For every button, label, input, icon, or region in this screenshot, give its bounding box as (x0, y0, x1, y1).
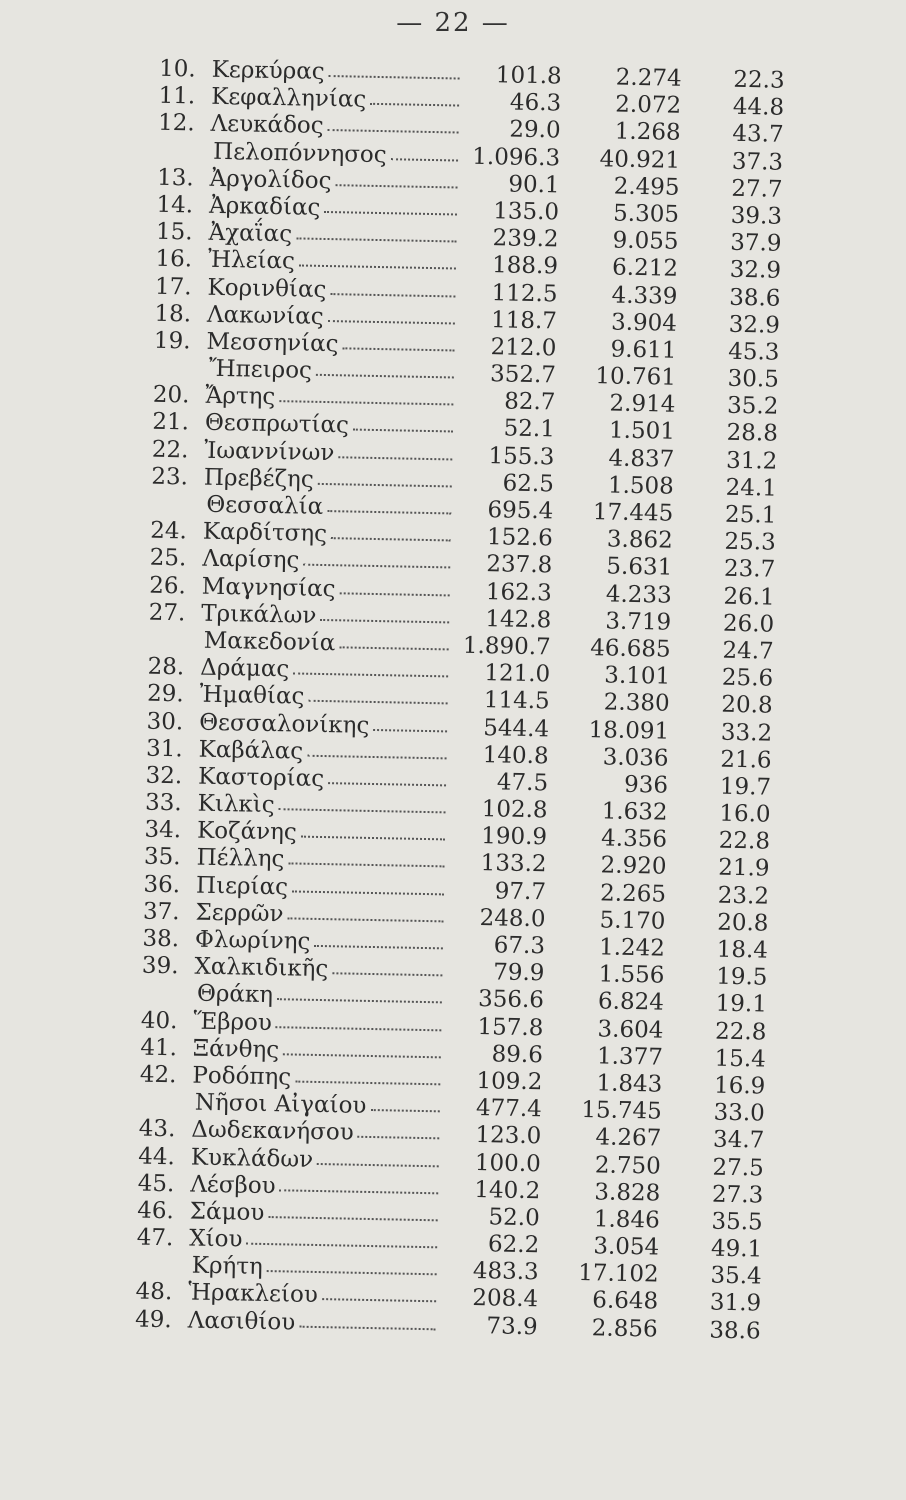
value-col-3: 23.2 (717, 882, 770, 910)
value-col-3: 33.2 (720, 719, 773, 747)
value-col-3: 27.7 (731, 175, 783, 203)
value-col-3: 16.0 (719, 800, 771, 828)
value-col-2: 1.556 (598, 961, 665, 989)
area-name: Μεσσηνίας (206, 328, 339, 358)
value-col-1: 157.8 (477, 1013, 544, 1041)
area-name: Σάμου (189, 1198, 265, 1226)
row-number: 44. (138, 1143, 176, 1170)
value-col-3: 34.7 (712, 1126, 765, 1154)
value-col-2: 3.828 (594, 1179, 661, 1207)
row-number (117, 1251, 173, 1252)
value-col-1: 109.2 (476, 1067, 543, 1096)
value-col-2: 1.268 (614, 118, 681, 147)
row-number: 20. (152, 381, 190, 409)
row-number: 15. (155, 218, 193, 246)
value-col-1: 140.8 (482, 741, 549, 770)
value-col-1: 52.0 (488, 1204, 540, 1232)
row-number: 30. (146, 708, 184, 735)
value-col-2: 1.843 (596, 1070, 663, 1098)
value-col-3: 20.8 (721, 691, 773, 719)
value-col-3: 35.2 (726, 392, 779, 420)
area-name: Ἀχαΐας (208, 219, 293, 248)
row-number: 29. (146, 680, 184, 708)
value-col-3: 38.6 (728, 284, 781, 312)
value-col-1: 237.8 (486, 551, 553, 579)
row-number (134, 354, 190, 355)
value-col-3: 32.9 (729, 257, 782, 285)
value-col-3: 24.1 (725, 474, 778, 502)
value-col-2: 3.054 (593, 1233, 660, 1261)
value-col-1: 73.9 (486, 1312, 538, 1340)
value-col-3: 44.8 (732, 93, 785, 121)
value-col-3: 31.9 (709, 1289, 762, 1317)
value-col-1: 212.0 (490, 334, 557, 362)
value-col-3: 39.3 (730, 202, 783, 230)
row-number: 18. (154, 300, 192, 328)
area-name: Σερρῶν (195, 899, 284, 928)
area-name: Μακεδονία (203, 627, 336, 657)
area-name: Κερκύρας (211, 56, 325, 85)
area-name: Ἰωαννίνων (204, 437, 335, 466)
row-number: 42. (139, 1061, 177, 1089)
value-col-1: 100.0 (474, 1149, 542, 1177)
value-col-1: 97.7 (494, 877, 547, 905)
area-name: Κιλκὶς (197, 790, 275, 819)
row-number: 17. (154, 273, 192, 300)
value-col-3: 16.9 (713, 1072, 766, 1100)
row-number: 34. (144, 816, 182, 844)
value-col-1: 239.2 (492, 225, 559, 253)
area-name: Λευκάδος (210, 111, 324, 140)
value-col-1: 89.6 (491, 1041, 544, 1069)
value-col-2: 1.508 (607, 472, 675, 500)
value-col-1: 188.9 (491, 252, 559, 280)
value-col-2: 3.862 (606, 526, 674, 554)
area-name: Πρεβέζης (203, 464, 314, 493)
value-col-2: 2.274 (615, 64, 682, 92)
value-col-3: 49.1 (710, 1235, 763, 1263)
row-number: 48. (135, 1278, 173, 1306)
area-name: Ἕβρου (193, 1008, 273, 1036)
row-number: 25. (149, 545, 187, 572)
value-col-1: 190.9 (480, 823, 548, 851)
value-col-3: 22.8 (718, 827, 771, 855)
value-col-2: 1.242 (598, 934, 666, 962)
value-col-1: 47.5 (496, 769, 549, 797)
value-col-3: 28.8 (726, 420, 779, 448)
value-col-3: 15.4 (714, 1045, 767, 1073)
value-col-1: 67.3 (493, 932, 546, 960)
value-col-2: 5.631 (606, 553, 673, 582)
page-number: — 22 — (396, 8, 510, 38)
value-col-2: 3.719 (605, 608, 672, 636)
value-col-3: 22.8 (714, 1018, 767, 1046)
value-col-1: 248.0 (479, 904, 546, 933)
value-col-2: 15.745 (581, 1097, 663, 1125)
value-col-3: 45.3 (727, 338, 780, 366)
row-number: 10. (158, 55, 196, 83)
value-col-1: 135.0 (492, 198, 560, 226)
value-col-1: 79.9 (492, 959, 545, 987)
value-col-2: 17.445 (592, 499, 674, 527)
value-col-3: 35.5 (711, 1208, 763, 1236)
area-name: Θεσσαλία (206, 491, 324, 520)
area-name: Θεσσαλονίκης (198, 709, 370, 739)
area-name: Κοζάνης (196, 817, 298, 846)
value-col-2: 5.170 (599, 907, 666, 935)
value-col-1: 1.890.7 (462, 632, 551, 661)
area-name: Ἤπειρος (208, 355, 313, 384)
value-col-1: 544.4 (483, 714, 550, 742)
value-col-3: 22.3 (733, 66, 785, 94)
area-name: Δωδεκανήσου (191, 1116, 354, 1146)
value-col-1: 208.4 (472, 1285, 539, 1313)
area-name: Κεφαλληνίας (210, 83, 367, 113)
value-col-2: 6.824 (597, 988, 665, 1016)
value-col-2: 936 (623, 771, 669, 799)
value-col-2: 2.495 (613, 173, 680, 201)
row-number (120, 1088, 176, 1089)
row-number: 36. (143, 871, 181, 898)
value-col-3: 21.9 (718, 855, 770, 883)
row-number: 41. (140, 1034, 178, 1062)
value-col-3: 32.9 (728, 311, 781, 339)
row-number: 37. (142, 898, 180, 926)
row-number: 47. (136, 1224, 174, 1252)
value-col-1: 123.0 (475, 1122, 542, 1150)
row-number: 40. (140, 1007, 178, 1034)
area-name: Λαρίσης (202, 546, 300, 574)
value-col-1: 52.1 (503, 415, 556, 443)
value-col-2: 2.265 (599, 879, 667, 908)
area-name: Ροδόπης (192, 1062, 292, 1091)
row-number: 32. (145, 762, 183, 790)
value-col-3: 25.1 (724, 501, 777, 529)
value-col-1: 121.0 (484, 660, 551, 688)
row-number: 12. (157, 110, 195, 137)
area-name: Ἀρκαδίας (208, 192, 321, 221)
value-col-3: 20.8 (716, 909, 769, 937)
value-col-1: 356.6 (477, 986, 545, 1014)
row-number: 11. (158, 82, 196, 110)
area-name: Ἀργολίδος (209, 165, 332, 194)
value-col-3: 38.6 (709, 1317, 761, 1345)
area-name: Κρήτη (191, 1252, 264, 1281)
row-number: 27. (148, 599, 186, 627)
value-col-2: 4.267 (595, 1124, 662, 1152)
value-col-1: 62.2 (487, 1231, 540, 1259)
area-name: Πιερίας (195, 872, 289, 901)
value-col-1: 352.7 (489, 361, 557, 389)
value-col-2: 1.632 (601, 798, 668, 826)
value-col-2: 6.648 (592, 1287, 659, 1315)
value-col-1: 29.0 (509, 116, 561, 144)
value-col-1: 133.2 (480, 850, 547, 878)
row-number: 33. (144, 789, 182, 817)
area-name: Κυκλάδων (190, 1144, 314, 1173)
row-number: 26. (148, 572, 187, 599)
area-name: Ἠμαθίας (199, 681, 305, 710)
value-col-3: 25.3 (724, 528, 777, 556)
value-col-2: 2.914 (609, 390, 676, 418)
row-number (132, 490, 188, 491)
area-name: Χίου (189, 1225, 243, 1253)
value-col-2: 2.856 (591, 1314, 658, 1343)
area-name: Τρικάλων (201, 600, 317, 629)
value-col-3: 30.5 (727, 365, 780, 393)
value-col-3: 26.1 (723, 583, 775, 611)
value-col-3: 19.1 (715, 990, 768, 1018)
value-col-2: 2.920 (600, 852, 667, 881)
value-col-2: 3.101 (604, 662, 671, 690)
value-col-3: 27.3 (711, 1181, 764, 1209)
area-name: Πέλλης (196, 845, 285, 873)
value-col-2: 3.604 (597, 1015, 664, 1044)
value-col-3: 27.5 (712, 1154, 765, 1182)
area-name: Μαγνησίας (201, 573, 336, 602)
value-col-3: 23.7 (723, 556, 776, 584)
area-name: Πελοπόννησος (212, 138, 387, 168)
value-col-2: 4.356 (600, 825, 668, 853)
value-col-2: 2.072 (615, 91, 682, 119)
row-number: 43. (138, 1115, 176, 1143)
area-name: Ἄρτης (205, 382, 276, 411)
row-number: 14. (156, 191, 194, 219)
value-col-1: 46.3 (509, 89, 562, 117)
area-name: Ἡρακλείου (187, 1279, 319, 1309)
row-number: 35. (143, 844, 181, 871)
value-col-1: 101.8 (495, 62, 562, 90)
area-name: Καβάλας (198, 736, 304, 765)
value-col-1: 82.7 (503, 388, 556, 416)
value-col-3: 21.6 (720, 746, 772, 774)
value-col-1: 142.8 (485, 605, 552, 634)
value-col-3: 31.2 (725, 447, 778, 475)
row-number: 28. (147, 653, 185, 681)
value-col-2: 1.501 (608, 417, 676, 446)
area-name: Νῆσοι Αἰγαίου (194, 1089, 367, 1120)
value-col-2: 4.339 (611, 281, 678, 310)
value-col-3: 33.0 (713, 1099, 766, 1127)
value-col-2: 5.305 (612, 200, 680, 228)
value-col-3: 18.4 (716, 936, 769, 964)
row-number: 38. (142, 925, 180, 953)
value-col-1: 477.4 (475, 1095, 543, 1123)
value-col-2: 18.091 (588, 716, 670, 745)
area-name: Ἠλείας (207, 247, 296, 275)
value-col-1: 483.3 (472, 1258, 539, 1286)
value-col-3: 19.7 (719, 773, 772, 801)
value-col-1: 140.2 (474, 1176, 541, 1204)
area-name: Λακωνίας (206, 301, 324, 330)
area-name: Χαλκιδικῆς (194, 953, 329, 983)
value-col-1: 102.8 (481, 796, 548, 824)
row-number: 22. (151, 436, 189, 464)
value-col-1: 152.6 (486, 524, 554, 552)
value-col-2: 6.212 (611, 254, 679, 283)
value-col-2: 3.036 (602, 744, 669, 772)
value-col-2: 4.233 (605, 580, 672, 609)
row-number (122, 980, 178, 981)
area-name: Λέσβου (190, 1171, 276, 1199)
value-col-3: 25.6 (721, 664, 774, 692)
area-name: Καστορίας (197, 763, 325, 792)
value-col-1: 62.5 (502, 470, 555, 498)
row-number: 19. (153, 327, 191, 355)
value-col-2: 1.377 (596, 1043, 664, 1071)
value-col-3: 26.0 (722, 610, 775, 638)
area-name: Κορινθίας (207, 274, 327, 303)
statistics-table (95, 55, 799, 1346)
row-number: 49. (134, 1306, 172, 1333)
area-name: Καρδίτσης (202, 518, 328, 548)
value-col-2: 4.837 (608, 445, 675, 473)
row-number: 21. (152, 409, 190, 436)
value-col-1: 162.3 (485, 578, 553, 606)
row-number: 24. (150, 517, 188, 545)
value-col-3: 35.4 (710, 1262, 762, 1290)
value-col-1: 114.5 (483, 687, 550, 715)
value-col-1: 90.1 (508, 171, 560, 199)
value-col-2: 2.750 (594, 1151, 662, 1180)
row-number: 39. (141, 952, 179, 980)
value-col-1: 112.5 (491, 279, 558, 307)
value-col-3: 19.5 (715, 963, 768, 991)
value-col-2: 3.904 (610, 309, 678, 337)
row-number: 31. (145, 735, 183, 763)
row-number (129, 626, 185, 627)
value-col-3: 24.7 (722, 637, 774, 665)
area-name: Ξάνθης (192, 1035, 280, 1063)
value-col-1: 155.3 (488, 442, 555, 471)
area-name: Φλωρίνης (194, 926, 311, 955)
area-name: Λασιθίου (187, 1307, 296, 1336)
value-col-2: 2.380 (603, 689, 670, 717)
value-col-1: 1.096.3 (472, 143, 561, 172)
value-col-2: 17.102 (577, 1260, 659, 1288)
value-col-3: 43.7 (732, 121, 784, 149)
value-col-2: 46.685 (589, 635, 671, 663)
value-col-2: 1.846 (593, 1206, 660, 1234)
value-col-1: 118.7 (490, 306, 558, 335)
value-col-2: 9.611 (610, 336, 677, 364)
value-col-1: 695.4 (487, 497, 554, 525)
row-number: 46. (136, 1197, 175, 1225)
area-name: Θεσπρωτίας (204, 410, 350, 439)
value-col-2: 9.055 (612, 227, 679, 255)
area-name: Θράκη (196, 981, 274, 1009)
row-number: 13. (156, 164, 194, 192)
row-number: 45. (137, 1170, 175, 1197)
value-col-2: 10.761 (595, 363, 677, 391)
row-number: 16. (155, 246, 193, 273)
row-number (138, 137, 194, 138)
value-col-3: 37.9 (730, 229, 782, 257)
value-col-2: 40.921 (599, 145, 681, 174)
value-col-3: 37.3 (731, 148, 784, 176)
row-number: 23. (151, 463, 189, 491)
area-name: Δράμας (200, 654, 290, 683)
